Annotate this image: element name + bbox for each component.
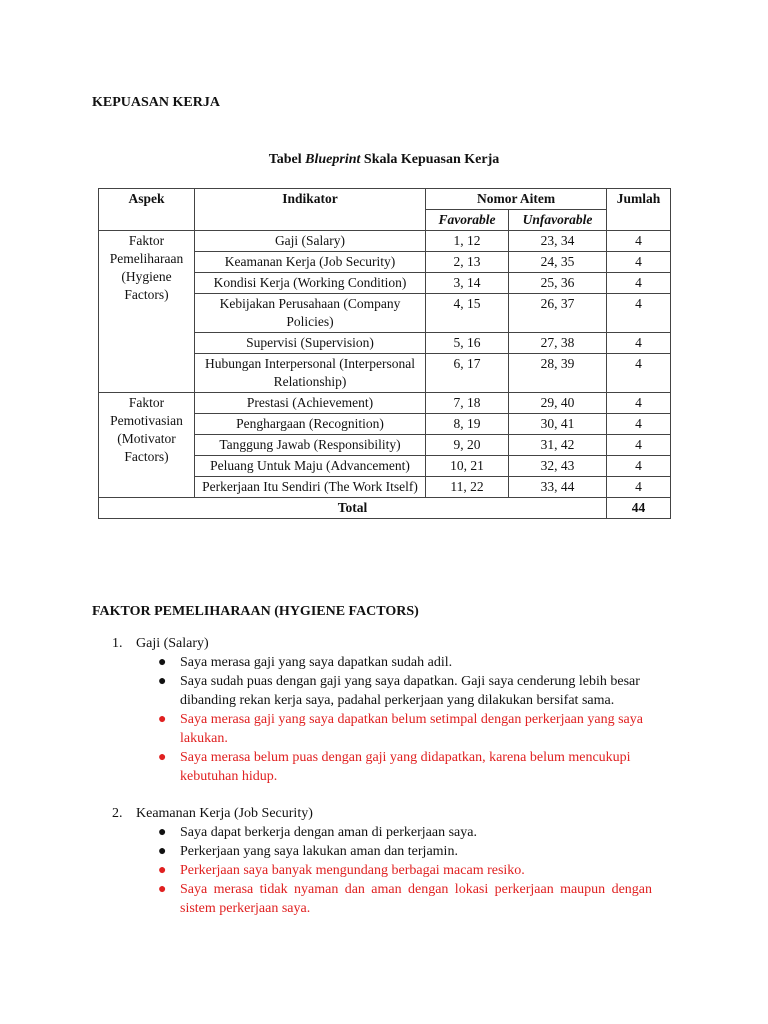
table-body bbox=[99, 231, 671, 519]
indicator-list-job-security bbox=[112, 804, 652, 918]
header-nomor-aitem: Nomor Aitem bbox=[426, 189, 607, 210]
unfavorable-cell: 28, 39 bbox=[509, 354, 607, 393]
table-row bbox=[99, 231, 671, 252]
unfavorable-cell: 29, 40 bbox=[509, 393, 607, 414]
jumlah-cell: 4 bbox=[607, 435, 671, 456]
unfavorable-cell: 27, 38 bbox=[509, 333, 607, 354]
document-title: KEPUASAN KERJA bbox=[92, 95, 220, 110]
header-aspek: Aspek bbox=[99, 189, 195, 231]
list-item-text: Perkerjaan yang saya lakukan aman dan terjamin. bbox=[180, 844, 458, 859]
unfavorable-cell: 24, 35 bbox=[509, 252, 607, 273]
bullet-icon: ● bbox=[158, 844, 167, 859]
jumlah-cell: 4 bbox=[607, 414, 671, 435]
indikator-cell: Peluang Untuk Maju (Advancement) bbox=[195, 456, 426, 477]
list-item-text: Perkerjaan saya banyak mengundang berbagai macam resiko. bbox=[180, 863, 525, 878]
aspek-cell: Faktor Pemotivasian (Motivator Factors) bbox=[99, 393, 195, 498]
list-item-text: Saya merasa tidak nyaman dan aman dengan lokasi perkerjaan maupun dengan sistem perkerjaan saya. bbox=[180, 882, 652, 916]
list-item-text: Saya merasa gaji yang saya dapatkan sudah adil. bbox=[180, 655, 453, 670]
unfavorable-cell: 30, 41 bbox=[509, 414, 607, 435]
caption-prefix: Tabel bbox=[268, 152, 306, 167]
favorable-cell: 4, 15 bbox=[426, 294, 509, 333]
list-item-text: Saya sudah puas dengan gaji yang saya dapatkan. Gaji saya cenderung lebih besar dibanding rekan kerja saya, padahal perkerjaan yang dilakukan bersifat sama. bbox=[180, 674, 640, 708]
indikator-cell: Hubungan Interpersonal (Interpersonal Relationship) bbox=[195, 354, 426, 393]
favorable-cell: 8, 19 bbox=[426, 414, 509, 435]
list-item bbox=[112, 823, 652, 842]
favorable-cell: 3, 14 bbox=[426, 273, 509, 294]
bullet-icon: ● bbox=[158, 674, 167, 689]
list-item bbox=[112, 880, 652, 918]
jumlah-cell: 4 bbox=[607, 333, 671, 354]
jumlah-cell: 4 bbox=[607, 294, 671, 333]
bullet-icon: ● bbox=[158, 882, 167, 897]
list-number: 1. bbox=[112, 636, 123, 651]
unfavorable-cell: 32, 43 bbox=[509, 456, 607, 477]
list-item bbox=[112, 861, 652, 880]
indikator-cell: Keamanan Kerja (Job Security) bbox=[195, 252, 426, 273]
bullet-icon: ● bbox=[158, 863, 167, 878]
table-caption bbox=[0, 152, 768, 168]
total-value: 44 bbox=[607, 498, 671, 519]
bullet-list bbox=[112, 653, 652, 786]
indicator-list-salary bbox=[112, 634, 652, 786]
unfavorable-cell: 31, 42 bbox=[509, 435, 607, 456]
list-item-text: Saya merasa belum puas dengan gaji yang didapatkan, karena belum mencukupi kebutuhan hidup. bbox=[180, 750, 631, 784]
aspek-cell: Faktor Pemeliharaan (Hygiene Factors) bbox=[99, 231, 195, 393]
favorable-cell: 10, 21 bbox=[426, 456, 509, 477]
jumlah-cell: 4 bbox=[607, 477, 671, 498]
list-title-text: Keamanan Kerja (Job Security) bbox=[136, 806, 313, 821]
indikator-cell: Penghargaan (Recognition) bbox=[195, 414, 426, 435]
list-number: 2. bbox=[112, 806, 123, 821]
jumlah-cell: 4 bbox=[607, 354, 671, 393]
list-item bbox=[112, 653, 652, 672]
jumlah-cell: 4 bbox=[607, 456, 671, 477]
section-heading: FAKTOR PEMELIHARAAN (HYGIENE FACTORS) bbox=[92, 604, 419, 619]
indikator-cell: Kondisi Kerja (Working Condition) bbox=[195, 273, 426, 294]
bullet-icon: ● bbox=[158, 712, 167, 727]
favorable-cell: 1, 12 bbox=[426, 231, 509, 252]
header-indikator: Indikator bbox=[195, 189, 426, 231]
unfavorable-cell: 25, 36 bbox=[509, 273, 607, 294]
indikator-cell: Kebijakan Perusahaan (Company Policies) bbox=[195, 294, 426, 333]
header-jumlah: Jumlah bbox=[607, 189, 671, 231]
jumlah-cell: 4 bbox=[607, 273, 671, 294]
caption-italic: Blueprint bbox=[305, 152, 361, 167]
jumlah-cell: 4 bbox=[607, 231, 671, 252]
table-row bbox=[99, 393, 671, 414]
header-favorable: Favorable bbox=[426, 210, 509, 231]
indikator-cell: Tanggung Jawab (Responsibility) bbox=[195, 435, 426, 456]
list-title bbox=[112, 634, 652, 653]
bullet-list bbox=[112, 823, 652, 918]
caption-suffix: Skala Kepuasan Kerja bbox=[360, 152, 500, 167]
favorable-cell: 5, 16 bbox=[426, 333, 509, 354]
bullet-icon: ● bbox=[158, 750, 167, 765]
list-item-text: Saya merasa gaji yang saya dapatkan belum setimpal dengan perkerjaan yang saya lakukan. bbox=[180, 712, 643, 746]
blueprint-table bbox=[98, 188, 671, 519]
list-title-text: Gaji (Salary) bbox=[136, 636, 209, 651]
favorable-cell: 7, 18 bbox=[426, 393, 509, 414]
indikator-cell: Supervisi (Supervision) bbox=[195, 333, 426, 354]
header-unfavorable: Unfavorable bbox=[509, 210, 607, 231]
indikator-cell: Perkerjaan Itu Sendiri (The Work Itself) bbox=[195, 477, 426, 498]
favorable-cell: 9, 20 bbox=[426, 435, 509, 456]
list-item bbox=[112, 672, 652, 710]
bullet-icon: ● bbox=[158, 825, 167, 840]
favorable-cell: 2, 13 bbox=[426, 252, 509, 273]
list-item bbox=[112, 842, 652, 861]
list-item bbox=[112, 710, 652, 748]
favorable-cell: 11, 22 bbox=[426, 477, 509, 498]
list-item-text: Saya dapat berkerja dengan aman di perkerjaan saya. bbox=[180, 825, 477, 840]
favorable-cell: 6, 17 bbox=[426, 354, 509, 393]
bullet-icon: ● bbox=[158, 655, 167, 670]
unfavorable-cell: 26, 37 bbox=[509, 294, 607, 333]
unfavorable-cell: 33, 44 bbox=[509, 477, 607, 498]
indikator-cell: Gaji (Salary) bbox=[195, 231, 426, 252]
total-label: Total bbox=[99, 498, 607, 519]
unfavorable-cell: 23, 34 bbox=[509, 231, 607, 252]
jumlah-cell: 4 bbox=[607, 393, 671, 414]
indikator-cell: Prestasi (Achievement) bbox=[195, 393, 426, 414]
jumlah-cell: 4 bbox=[607, 252, 671, 273]
list-item bbox=[112, 748, 652, 786]
list-title bbox=[112, 804, 652, 823]
total-row bbox=[99, 498, 671, 519]
